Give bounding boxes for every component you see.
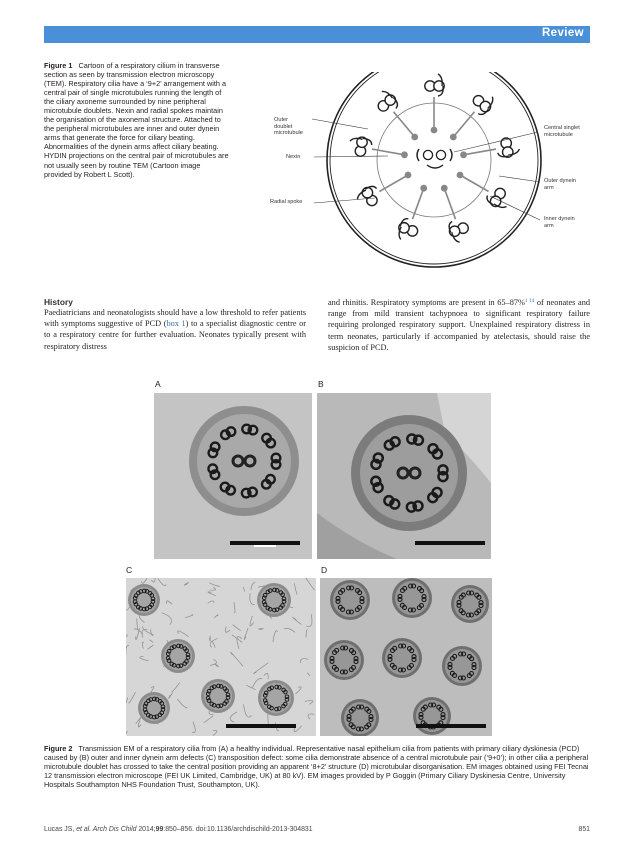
- citation-rest: :850–856. doi:10.1136/archdischild-2013-304831: [163, 826, 313, 833]
- peripheral-doublet: [358, 186, 378, 205]
- central-singlet-right: [436, 150, 445, 159]
- label-outer-doublet: Outer doublet microtubule: [274, 117, 303, 137]
- em-cilium: [258, 680, 294, 716]
- em-cilium: [413, 697, 451, 735]
- spoke-head: [450, 134, 457, 141]
- em-image-b: [317, 393, 491, 559]
- panel-label-b: B: [318, 379, 324, 389]
- box1-link[interactable]: box 1: [166, 319, 186, 329]
- em-cilium: [382, 638, 422, 678]
- journal-header-bar: [44, 26, 590, 43]
- peripheral-doublet: [425, 74, 444, 96]
- label-leader-lines: [312, 119, 540, 220]
- citation-volume: 99: [155, 826, 164, 833]
- em-cilium: [201, 679, 235, 713]
- body-column-right: [328, 296, 590, 353]
- cilium-cross-section-diagram: [268, 72, 590, 288]
- em-cilium: [442, 646, 482, 686]
- panel-label-c: C: [126, 565, 133, 575]
- spoke-head: [431, 127, 438, 134]
- radial-spoke: [464, 149, 496, 155]
- label-central-singlet: Central singlet microtubule: [544, 125, 580, 138]
- label-nexin: Nexin: [286, 154, 301, 160]
- radial-spoke: [379, 175, 408, 192]
- spoke-head: [411, 134, 418, 141]
- em-cilium: [257, 583, 291, 617]
- em-cilium: [138, 692, 170, 724]
- citation-year: 2014;: [136, 826, 156, 833]
- right-text-1: and rhinitis. Respiratory symptoms are present in 65–87%: [328, 298, 525, 307]
- em-panel-a: [154, 393, 312, 559]
- em-image-c: [126, 578, 316, 736]
- central-projection-bottom: [427, 165, 443, 168]
- peripheral-doublet: [487, 188, 506, 207]
- figure2-caption-text: Transmission EM of a respiratory cilia from (A) a healthy individual. Representative nasal epithelium cilia from patients with primary ciliary dyskinesia (PCD) caused by (B) outer and inner dynein arm defects (C) transposition defect: some cilia demonstrate absence of a central microtubule pair (‘9+0’); in other cilia a peripheral microtubule doublet has crossed to take the central position providing an apparent ‘8+2’ structure (D) microtubular disorganisation. EM images obtained using FEI Tecnai 12 transmission electron microscope (FEI UK Limited, Cambridge, UK) at 80 kV). EM images provided by P Goggin (Primary Ciliary Dyskinesia Centre, University Hospitals Southampton NHS Foundation Trust, Southampton, UK).: [44, 744, 589, 790]
- central-projection-right: [450, 149, 452, 161]
- left-text-1: Paediatricians and neonatologists should have a low threshold to refer patients with symptoms suggestive of PCD (: [44, 308, 306, 329]
- label-radial-spoke: Radial spoke: [270, 199, 303, 205]
- peripheral-doublet: [473, 96, 492, 115]
- em-panel-d: [320, 578, 492, 736]
- label-outer-dynein: Outer dynein arm: [544, 178, 577, 191]
- section-label: Review: [541, 27, 584, 39]
- em-cilium: [392, 578, 432, 618]
- radial-spoke: [453, 112, 474, 137]
- em-cilium: [161, 639, 195, 673]
- em-image-d: [320, 578, 492, 736]
- peripheral-doublet: [350, 137, 372, 156]
- panel-label-d: D: [321, 565, 328, 575]
- cilium-diagram-svg: [268, 72, 590, 288]
- page-number: 851: [578, 826, 590, 833]
- central-pair: [417, 149, 452, 168]
- panel-label-a: A: [155, 379, 161, 389]
- history-heading: History: [44, 297, 73, 307]
- em-cilium: [128, 584, 160, 616]
- citation-authors: Lucas JS,: [44, 826, 77, 833]
- radial-spoke: [460, 175, 489, 192]
- figure1-caption: [44, 61, 230, 179]
- em-cilium: [330, 580, 370, 620]
- em-cilium: [451, 585, 489, 623]
- figure2-label: Figure 2: [44, 744, 73, 753]
- label-inner-dynein: Inner dynein arm: [544, 216, 575, 229]
- spoke-head: [457, 172, 464, 179]
- em-cilium: [324, 640, 364, 680]
- citation-journal: et al. Arch Dis Child: [76, 826, 137, 833]
- page-footer: [44, 826, 590, 833]
- central-singlet-left: [423, 150, 432, 159]
- spoke-head: [441, 185, 448, 192]
- em-panel-b: [317, 393, 491, 559]
- em-image-a: [154, 393, 312, 559]
- spoke-head: [420, 185, 427, 192]
- figure1-caption-text: Cartoon of a respiratory cilium in transverse section as seen by transmission electron microscopy (TEM). Respiratory cilia have a ‘9+2’ arrangement with a central pair of single microtubules running the length of the ciliary axoneme surrounded by nine peripheral microtubule doublets. Nexin and radial spokes maintain the organisation of the axonemal structure. Attached to the peripheral microtubules are inner and outer dynein arms that generate the force for ciliary beating. Abnormalities of the dynein arms affect ciliary beating. HYDIN projections on the central pair of microtubules are not usually seen by routine TEM (Cartoon image provided by Robert L Scott).: [44, 61, 229, 179]
- em-panel-c: [126, 578, 316, 736]
- left-text-2: ) to a specialist diagnostic centre or to a respiratory centre for further evaluation. Neonates typically present with respiratory distress: [44, 319, 307, 351]
- peripheral-doublet: [399, 219, 418, 240]
- figure1-label: Figure 1: [44, 61, 73, 70]
- body-column-left: [44, 307, 306, 352]
- peripheral-doublet: [378, 91, 397, 111]
- central-projection-left: [417, 149, 419, 161]
- spoke-head: [460, 151, 467, 158]
- figure2-caption: [44, 744, 590, 789]
- radial-spoke: [394, 112, 415, 137]
- spoke-head: [401, 151, 408, 158]
- reference-link[interactable]: 1 14: [524, 299, 535, 304]
- radial-spoke: [372, 149, 404, 155]
- right-text-2: of neonates and range from mild transient tachypnoea to significant respiratory failure requiring prolonged respiratory support. Unexplained respiratory distress in term neonates, particularly if accompanied by atelectasis, should raise the suspicion of PCD.: [328, 298, 590, 352]
- peripheral-doublet: [449, 222, 468, 243]
- spoke-head: [405, 172, 412, 179]
- em-cilium: [341, 699, 379, 736]
